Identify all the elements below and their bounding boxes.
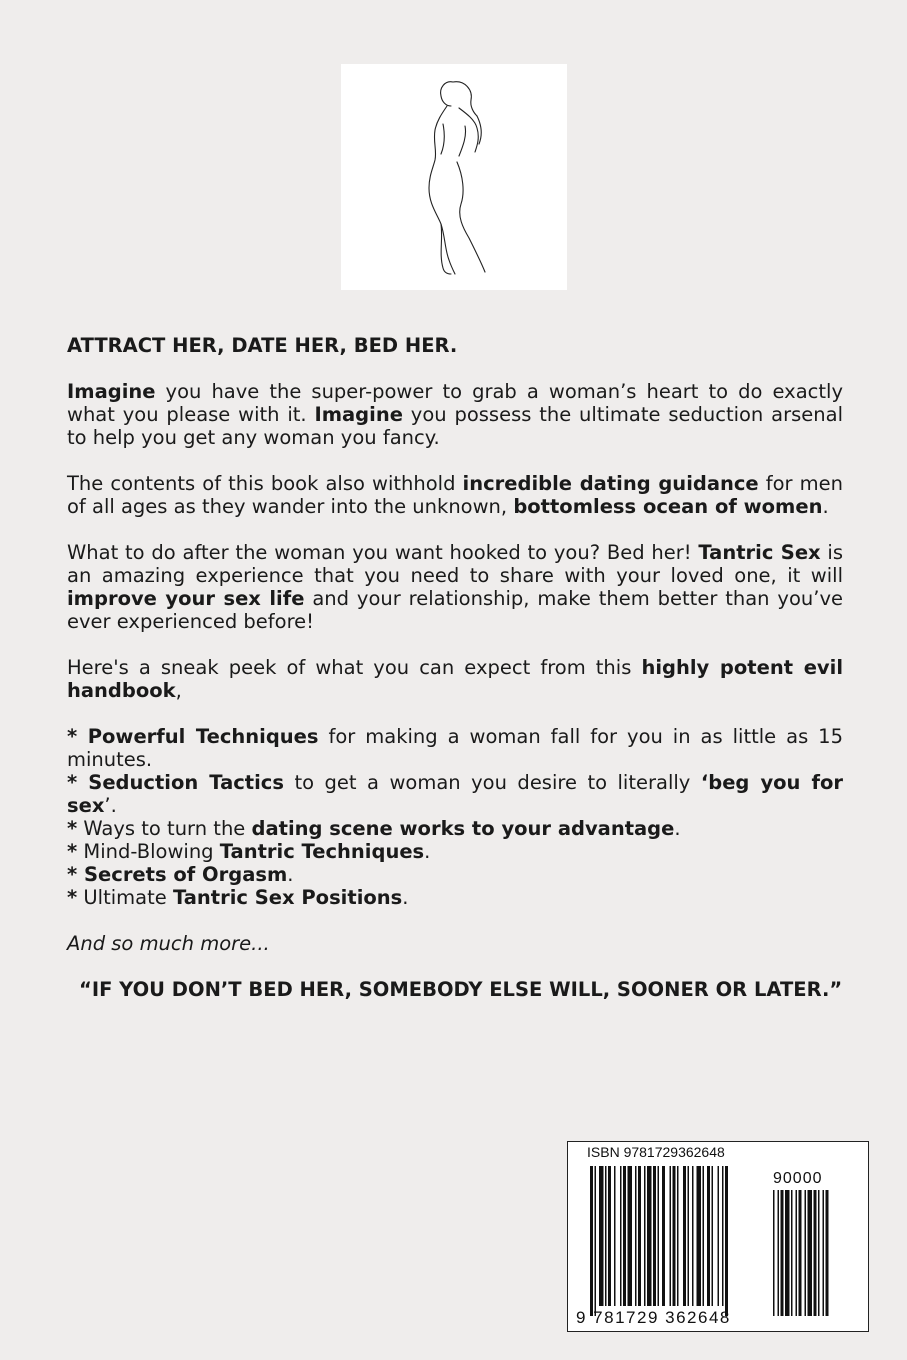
- bold-text: Imagine: [67, 380, 156, 403]
- bold-text: Tantric Sex: [698, 541, 821, 564]
- text: The contents of this book also withhold: [67, 472, 463, 495]
- barcode-bar: [590, 1166, 593, 1316]
- isbn-label: ISBN 9781729362648: [587, 1144, 725, 1160]
- text: for making a woman fall for you in as little as 15 minutes.: [67, 725, 843, 771]
- barcode-addon-bar: [808, 1190, 813, 1316]
- bold-text: ‘beg you for sex: [67, 771, 844, 817]
- list-item: [67, 817, 843, 840]
- paragraph-contents: [67, 472, 843, 518]
- text: and your relationship, make them better than you’ve ever experienced before!: [67, 587, 843, 633]
- barcode-bar: [658, 1166, 660, 1306]
- bold-text: *: [67, 840, 78, 863]
- barcode-bar: [712, 1166, 714, 1306]
- barcode-addon-bar: [826, 1190, 829, 1316]
- bold-text: Tantric Sex Positions: [172, 886, 403, 909]
- barcode-bar: [697, 1166, 702, 1306]
- barcode-bar: [647, 1166, 652, 1306]
- text: ’.: [104, 794, 117, 817]
- barcode-bar: [614, 1166, 616, 1306]
- barcode-addon-bar: [791, 1190, 793, 1316]
- barcode-bar: [638, 1166, 641, 1306]
- text: Here's a sneak peek of what you can expect from this: [67, 656, 642, 679]
- woman-silhouette-icon: [341, 64, 567, 290]
- paragraph-imagine: [67, 380, 843, 449]
- barcode-bar: [688, 1166, 690, 1306]
- barcode-bar: [653, 1166, 656, 1306]
- barcode-bars: [568, 1142, 868, 1331]
- barcode-bar: [608, 1166, 611, 1306]
- paragraph-tantric: [67, 541, 843, 633]
- bold-text: incredible dating guidance: [462, 472, 759, 495]
- closing-line: And so much more...: [67, 932, 270, 955]
- barcode-number: 9 781729 362648: [576, 1308, 731, 1327]
- list-item: [67, 771, 843, 817]
- barcode-addon-bar: [805, 1190, 807, 1316]
- bold-text: dating scene works to your advantage: [251, 817, 675, 840]
- feature-list: [67, 725, 843, 909]
- barcode-bar: [670, 1166, 672, 1306]
- barcode-bar: [718, 1166, 720, 1306]
- text: Ways to turn the: [77, 817, 252, 840]
- list-item: [67, 863, 843, 886]
- bold-text: * Secrets of Orgasm: [67, 863, 288, 886]
- headline: ATTRACT HER, DATE HER, BED HER.: [67, 334, 458, 357]
- list-item: [67, 886, 843, 909]
- barcode-addon-bar: [796, 1190, 798, 1316]
- text: Mind-Blowing: [77, 840, 220, 863]
- barcode-addon-bar: [778, 1190, 780, 1316]
- barcode-bar: [662, 1166, 665, 1306]
- barcode-bar: [595, 1166, 597, 1316]
- barcode-bar: [628, 1166, 633, 1306]
- barcode-addon-bar: [823, 1190, 825, 1316]
- barcode-bar: [683, 1166, 686, 1306]
- text: Ultimate: [77, 886, 173, 909]
- barcode-addon-bar: [785, 1190, 790, 1316]
- barcode-bar: [644, 1166, 646, 1306]
- text: What to do after the woman you want hooked to you? Bed her!: [67, 541, 699, 564]
- bold-text: highly potent evil handbook: [67, 656, 844, 702]
- book-description: [67, 334, 843, 1024]
- barcode-bar: [703, 1166, 705, 1306]
- barcode-bar: [673, 1166, 676, 1306]
- silhouette-illustration: [341, 64, 567, 290]
- barcode-bar: [677, 1166, 679, 1306]
- bold-text: Imagine: [314, 403, 403, 426]
- text: .: [424, 840, 431, 863]
- text: for men of all ages as they wander into the unknown,: [67, 472, 844, 518]
- text: to get a woman you desire to literally: [283, 771, 701, 794]
- bold-text: *: [67, 886, 78, 909]
- barcode-bar: [635, 1166, 637, 1306]
- barcode-addon-bar: [818, 1190, 820, 1316]
- text: .: [674, 817, 681, 840]
- barcode-bar: [725, 1166, 728, 1316]
- price-code: 90000: [773, 1170, 823, 1187]
- bold-text: improve your sex life: [67, 587, 305, 610]
- barcode-addon-bar: [799, 1190, 802, 1316]
- text: .: [287, 863, 294, 886]
- barcode-addon-bar: [814, 1190, 817, 1316]
- bold-text: * Powerful Techniques: [67, 725, 319, 748]
- list-item: [67, 725, 843, 771]
- bold-text: *: [67, 817, 78, 840]
- barcode-bar: [707, 1166, 710, 1306]
- barcode-bar: [599, 1166, 604, 1306]
- bold-text: bottomless ocean of women: [513, 495, 823, 518]
- text: .: [402, 886, 409, 909]
- quote: “IF YOU DON’T BED HER, SOMEBODY ELSE WILL, SOONER OR LATER.”: [79, 978, 843, 1001]
- isbn-barcode: [567, 1141, 869, 1332]
- barcode-bar: [722, 1166, 724, 1306]
- text: you have the super-power to grab a woman’s heart to do exactly what you please with it.: [67, 380, 843, 426]
- barcode-bar: [692, 1166, 694, 1306]
- bold-text: * Seduction Tactics: [67, 771, 284, 794]
- barcode-bar: [623, 1166, 626, 1306]
- text: is an amazing experience that you need to share with your loved one, it will: [67, 541, 843, 587]
- paragraph-sneak-peek: [67, 656, 843, 702]
- barcode-bar: [605, 1166, 607, 1306]
- text: ,: [175, 679, 182, 702]
- barcode-addon-bar: [773, 1190, 775, 1316]
- barcode-addon-bar: [781, 1190, 784, 1316]
- text: you possess the ultimate seduction arsenal to help you get any woman you fancy.: [67, 403, 843, 449]
- list-item: [67, 840, 843, 863]
- barcode-bar: [620, 1166, 622, 1306]
- bold-text: Tantric Techniques: [219, 840, 425, 863]
- text: .: [822, 495, 829, 518]
